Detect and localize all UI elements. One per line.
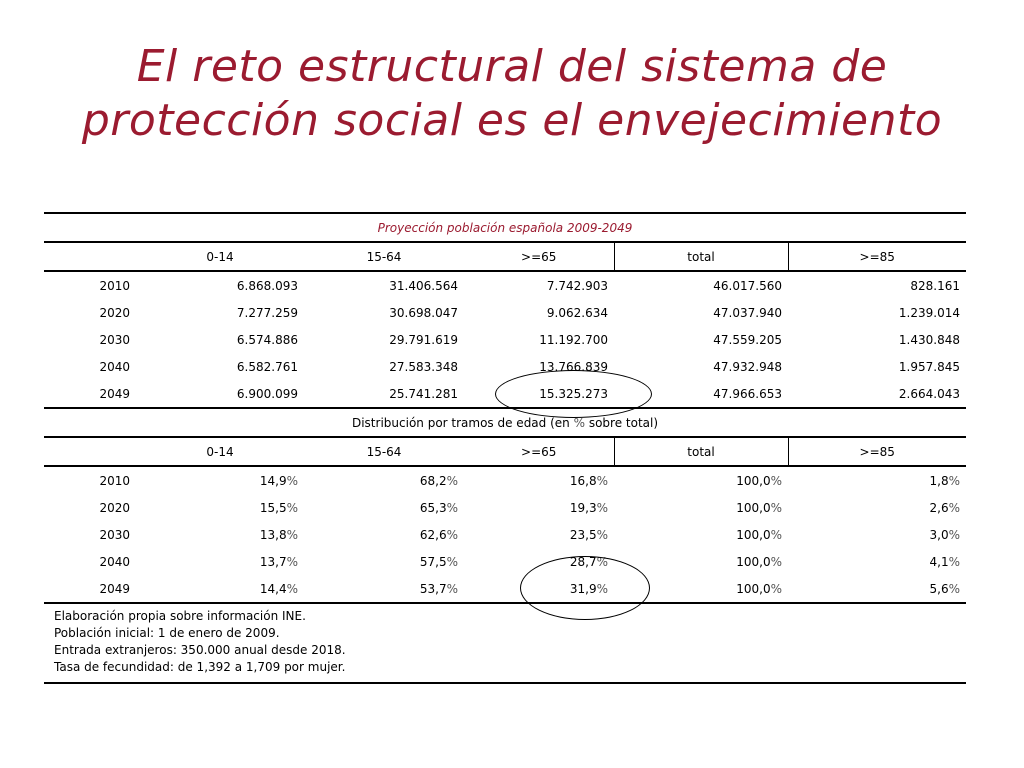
percent-sign: % bbox=[948, 473, 960, 488]
cell-65-plus: 19,3% bbox=[569, 500, 608, 515]
cell-65-plus: 16,8% bbox=[569, 473, 608, 488]
cell-0-14: 6.582.761 bbox=[236, 359, 298, 374]
table-row bbox=[44, 494, 966, 521]
header-year bbox=[44, 242, 136, 271]
cell-85-plus: 1.957.845 bbox=[898, 359, 960, 374]
highlight-ellipse-distribution-2049-65 bbox=[520, 556, 650, 620]
cell-total: 100,0% bbox=[736, 554, 782, 569]
cell-0-14: 6.900.099 bbox=[136, 380, 304, 408]
percent-sign: % bbox=[770, 473, 782, 488]
table-row bbox=[44, 466, 966, 494]
cell-year: 2049 bbox=[44, 575, 136, 603]
distribution-title-text-a: Distribución por tramos de edad (en bbox=[351, 415, 574, 430]
distribution-header-row bbox=[44, 437, 966, 466]
cell-total: 47.037.940 bbox=[713, 305, 782, 320]
cell-0-14: 7.277.259 bbox=[236, 305, 298, 320]
header-total: total bbox=[614, 242, 788, 271]
cell-15-64: 25.741.281 bbox=[304, 380, 464, 408]
percent-sign: % bbox=[446, 500, 458, 515]
cell-65-plus: 13.766.839 bbox=[539, 359, 608, 374]
header-total: total bbox=[614, 437, 788, 466]
header-65-plus: >=65 bbox=[464, 437, 614, 466]
percent-sign: % bbox=[596, 473, 608, 488]
projection-section-title-row bbox=[44, 213, 966, 242]
cell-85-plus: 1,8% bbox=[929, 473, 960, 488]
table-row bbox=[44, 548, 966, 575]
cell-85-plus: 4,1% bbox=[929, 554, 960, 569]
distribution-section-title bbox=[44, 408, 966, 437]
table-row bbox=[44, 353, 966, 380]
cell-65-plus: 11.192.700 bbox=[539, 332, 608, 347]
population-table-container bbox=[44, 212, 966, 684]
cell-15-64: 57,5% bbox=[419, 554, 458, 569]
cell-0-14: 13,8% bbox=[259, 527, 298, 542]
header-15-64: 15-64 bbox=[304, 242, 464, 271]
cell-total: 100,0% bbox=[736, 500, 782, 515]
header-0-14: 0-14 bbox=[136, 242, 304, 271]
cell-65-plus: 9.062.634 bbox=[546, 305, 608, 320]
percent-sign: % bbox=[286, 500, 298, 515]
percent-sign: % bbox=[770, 554, 782, 569]
note-line: Población inicial: 1 de enero de 2009. bbox=[54, 626, 280, 640]
cell-15-64: 65,3% bbox=[419, 500, 458, 515]
cell-year: 2010 bbox=[99, 473, 130, 488]
header-85-plus: >=85 bbox=[788, 437, 966, 466]
cell-15-64: 62,6% bbox=[419, 527, 458, 542]
cell-total: 100,0% bbox=[614, 575, 788, 603]
cell-85-plus: 1.239.014 bbox=[898, 305, 960, 320]
header-15-64: 15-64 bbox=[304, 437, 464, 466]
cell-85-plus: 1.430.848 bbox=[898, 332, 960, 347]
percent-sign: % bbox=[770, 581, 782, 596]
percent-sign: % bbox=[596, 500, 608, 515]
cell-85-plus: 828.161 bbox=[910, 278, 960, 293]
cell-year: 2030 bbox=[99, 332, 130, 347]
distribution-rows bbox=[44, 466, 966, 603]
cell-total: 100,0% bbox=[736, 527, 782, 542]
header-65-plus: >=65 bbox=[464, 242, 614, 271]
slide-title bbox=[40, 40, 984, 148]
note-line: Entrada extranjeros: 350.000 anual desde 2018. bbox=[54, 643, 346, 657]
percent-sign: % bbox=[948, 554, 960, 569]
cell-year: 2010 bbox=[99, 278, 130, 293]
population-table bbox=[44, 212, 966, 684]
cell-65-plus: 31,9% bbox=[464, 575, 614, 603]
table-row bbox=[44, 521, 966, 548]
distribution-title-pct: % bbox=[573, 415, 585, 430]
cell-total: 100,0% bbox=[736, 473, 782, 488]
projection-header-row bbox=[44, 242, 966, 271]
distribution-section-title-row bbox=[44, 408, 966, 437]
cell-year: 2030 bbox=[99, 527, 130, 542]
percent-sign: % bbox=[446, 473, 458, 488]
cell-year: 2020 bbox=[99, 305, 130, 320]
header-0-14: 0-14 bbox=[136, 437, 304, 466]
cell-total: 47.966.653 bbox=[614, 380, 788, 408]
cell-15-64: 30.698.047 bbox=[389, 305, 458, 320]
percent-sign: % bbox=[286, 527, 298, 542]
note-line: Tasa de fecundidad: de 1,392 a 1,709 por mujer. bbox=[54, 660, 346, 674]
cell-year: 2020 bbox=[99, 500, 130, 515]
cell-65-plus: 15.325.273 bbox=[464, 380, 614, 408]
note-line: Elaboración propia sobre información INE. bbox=[54, 609, 306, 623]
cell-65-plus: 28,7% bbox=[569, 554, 608, 569]
cell-0-14: 6.868.093 bbox=[236, 278, 298, 293]
percent-sign: % bbox=[446, 581, 458, 596]
percent-sign: % bbox=[286, 581, 298, 596]
cell-15-64: 29.791.619 bbox=[389, 332, 458, 347]
table-row bbox=[44, 575, 966, 603]
table-row bbox=[44, 326, 966, 353]
cell-15-64: 68,2% bbox=[419, 473, 458, 488]
percent-sign: % bbox=[596, 554, 608, 569]
percent-sign: % bbox=[948, 527, 960, 542]
cell-65-plus: 7.742.903 bbox=[546, 278, 608, 293]
header-year bbox=[44, 437, 136, 466]
cell-15-64: 53,7% bbox=[304, 575, 464, 603]
cell-0-14: 15,5% bbox=[259, 500, 298, 515]
table-row bbox=[44, 299, 966, 326]
cell-year: 2040 bbox=[99, 554, 130, 569]
cell-year: 2040 bbox=[99, 359, 130, 374]
percent-sign: % bbox=[770, 500, 782, 515]
percent-sign: % bbox=[286, 554, 298, 569]
cell-total: 47.559.205 bbox=[713, 332, 782, 347]
cell-85-plus: 2,6% bbox=[929, 500, 960, 515]
percent-sign: % bbox=[948, 581, 960, 596]
highlight-ellipse-population-2049-65 bbox=[495, 370, 652, 418]
header-85-plus: >=85 bbox=[788, 242, 966, 271]
cell-85-plus: 5,6% bbox=[788, 575, 966, 603]
percent-sign: % bbox=[596, 527, 608, 542]
cell-0-14: 6.574.886 bbox=[236, 332, 298, 347]
cell-85-plus: 2.664.043 bbox=[788, 380, 966, 408]
cell-total: 46.017.560 bbox=[713, 278, 782, 293]
notes-row bbox=[44, 603, 966, 683]
percent-sign: % bbox=[446, 527, 458, 542]
cell-0-14: 14,9% bbox=[259, 473, 298, 488]
cell-85-plus: 3,0% bbox=[929, 527, 960, 542]
slide-title-line-2: protección social es el envejecimiento bbox=[81, 95, 943, 146]
percent-sign: % bbox=[286, 473, 298, 488]
percent-sign: % bbox=[770, 527, 782, 542]
table-row bbox=[44, 271, 966, 299]
cell-0-14: 13,7% bbox=[259, 554, 298, 569]
cell-15-64: 27.583.348 bbox=[389, 359, 458, 374]
notes-cell bbox=[44, 603, 966, 683]
cell-year: 2049 bbox=[44, 380, 136, 408]
slide-title-line-1: El reto estructural del sistema de bbox=[136, 41, 888, 92]
cell-65-plus: 23,5% bbox=[569, 527, 608, 542]
cell-15-64: 31.406.564 bbox=[389, 278, 458, 293]
percent-sign: % bbox=[596, 581, 608, 596]
distribution-title-text-b: sobre total) bbox=[585, 415, 659, 430]
cell-0-14: 14,4% bbox=[136, 575, 304, 603]
percent-sign: % bbox=[948, 500, 960, 515]
cell-total: 47.932.948 bbox=[713, 359, 782, 374]
percent-sign: % bbox=[446, 554, 458, 569]
projection-section-title: Proyección población española 2009-2049 bbox=[44, 213, 966, 242]
